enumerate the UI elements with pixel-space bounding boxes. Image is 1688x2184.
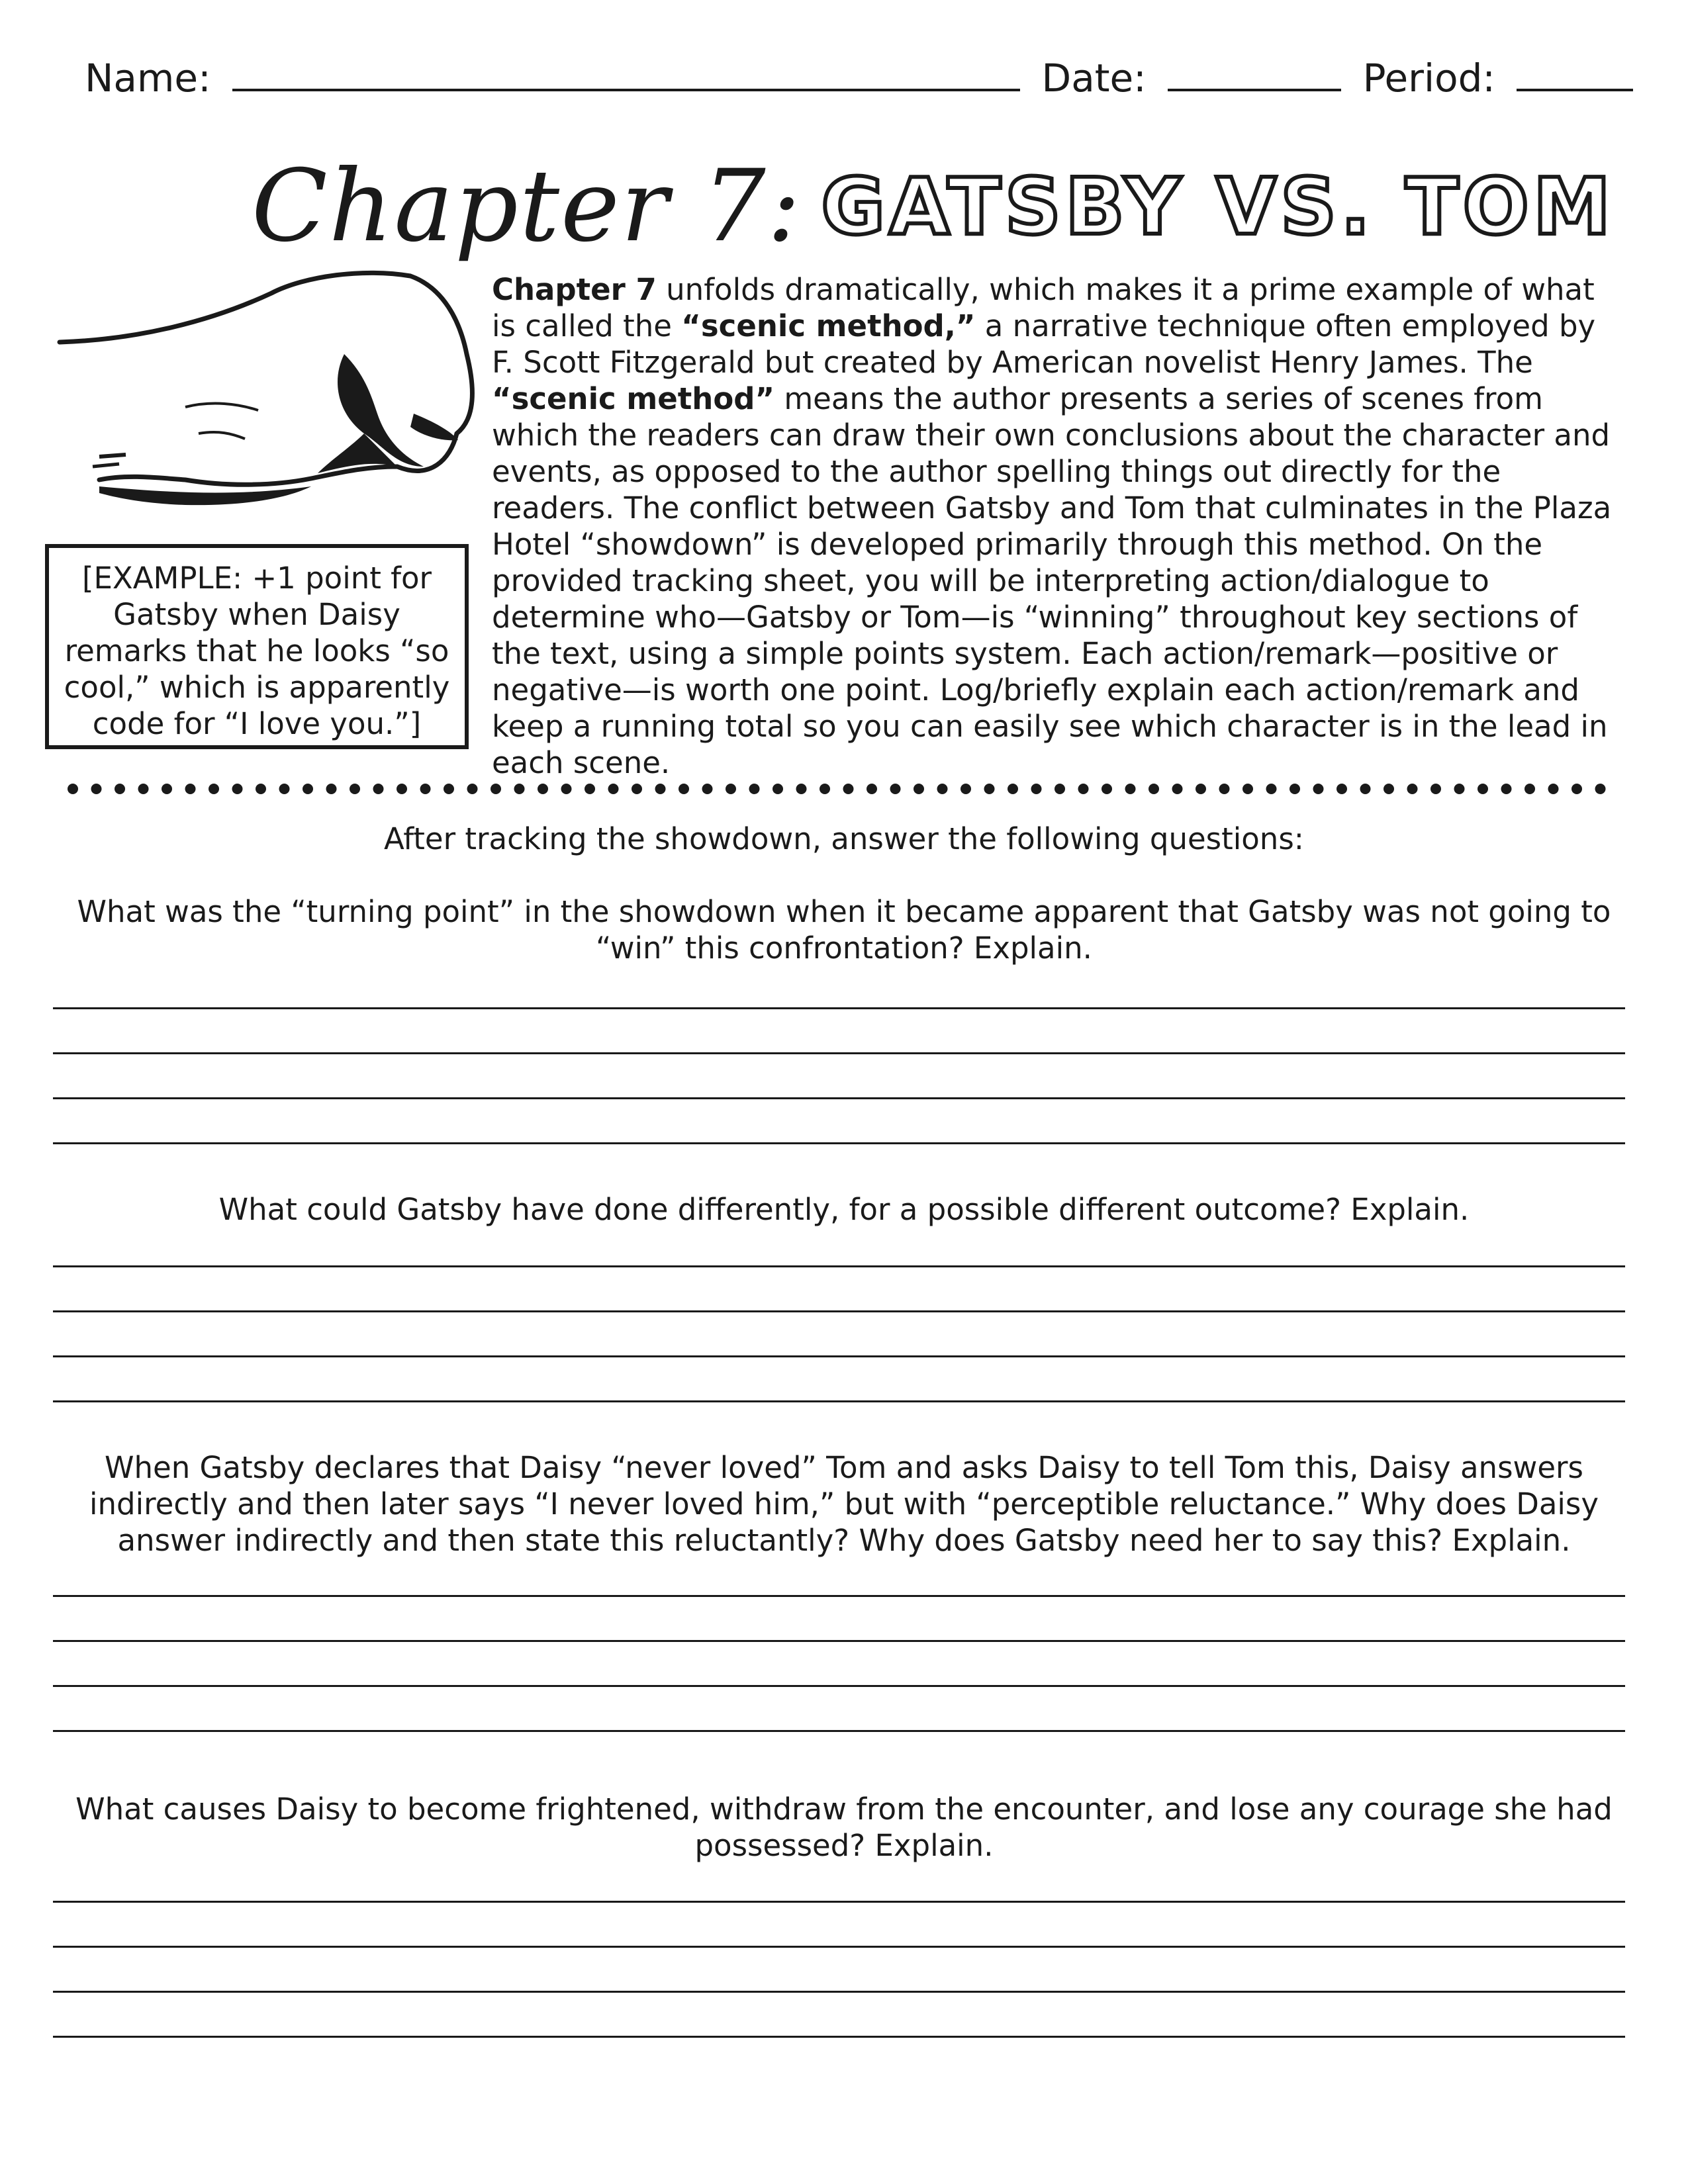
answer-line[interactable]	[53, 1730, 1625, 1732]
divider-dot	[655, 784, 666, 794]
divider-dot	[185, 784, 196, 794]
divider-dot	[867, 784, 877, 794]
divider-dot	[1313, 784, 1324, 794]
divider-dot	[1360, 784, 1371, 794]
dotted-divider	[66, 781, 1622, 797]
intro-bold-scenic-1: “scenic method,”	[681, 308, 976, 343]
instructions-text: After tracking the showdown, answer the following questions:	[384, 821, 1304, 856]
divider-dot	[937, 784, 948, 794]
answer-line[interactable]	[53, 1007, 1625, 1009]
divider-dot	[914, 784, 924, 794]
answer-line[interactable]	[53, 1595, 1625, 1597]
divider-dot	[1407, 784, 1418, 794]
divider-dot	[820, 784, 830, 794]
answer-line[interactable]	[53, 1400, 1625, 1402]
divider-dot	[1266, 784, 1277, 794]
answer-line[interactable]	[53, 1640, 1625, 1642]
divider-dot	[1243, 784, 1253, 794]
divider-dot	[1219, 784, 1230, 794]
intro-paragraph	[492, 271, 1617, 780]
name-label: Name:	[85, 56, 211, 101]
period-field[interactable]	[1517, 52, 1633, 91]
question-3: When Gatsby declares that Daisy “never loved” Tom and asks Daisy to tell Tom this, Daisy answers indirectly and then later says “I never loved him,” but with “perceptible reluctance.” Why does Daisy answer indirectly and then state this reluctantly? Why does Gatsby need her to say this? Explain.	[89, 1450, 1599, 1558]
divider-dot	[162, 784, 172, 794]
divider-dot	[984, 784, 995, 794]
divider-dot	[1524, 784, 1535, 794]
divider-dot	[397, 784, 407, 794]
question-1: What was the “turning point” in the showdown when it became apparent that Gatsby was not going to “win” this confrontation? Explain.	[77, 894, 1611, 966]
divider-dot	[138, 784, 149, 794]
answer-line[interactable]	[53, 1901, 1625, 1903]
divider-dot	[538, 784, 548, 794]
divider-dot	[91, 784, 102, 794]
divider-dot	[209, 784, 219, 794]
divider-dot	[420, 784, 431, 794]
divider-dot	[561, 784, 572, 794]
divider-dot	[1383, 784, 1394, 794]
divider-dot	[279, 784, 290, 794]
page-title	[252, 149, 1615, 275]
divider-dot	[1595, 784, 1606, 794]
answer-line[interactable]	[53, 1310, 1625, 1312]
divider-dot	[585, 784, 595, 794]
divider-dot	[68, 784, 78, 794]
divider-dot	[1102, 784, 1112, 794]
answer-line[interactable]	[53, 1265, 1625, 1267]
answer-line[interactable]	[53, 1991, 1625, 1993]
divider-dot	[1548, 784, 1559, 794]
example-text: [EXAMPLE: +1 point for Gatsby when Daisy remarks that he looks “so cool,” which is apparently code for “I love you.”]	[64, 561, 450, 741]
divider-dot	[1172, 784, 1183, 794]
divider-dot	[702, 784, 713, 794]
divider-dot	[1430, 784, 1441, 794]
divider-dot	[773, 784, 783, 794]
answer-line[interactable]	[53, 1685, 1625, 1687]
answer-line[interactable]	[53, 1052, 1625, 1054]
divider-dot	[1055, 784, 1065, 794]
divider-dot	[1031, 784, 1042, 794]
divider-dot	[1196, 784, 1206, 794]
intro-bold-scenic-2: “scenic method”	[492, 381, 775, 416]
divider-dot	[632, 784, 642, 794]
answer-line[interactable]	[53, 1355, 1625, 1357]
date-label: Date:	[1041, 56, 1147, 101]
divider-dot	[256, 784, 266, 794]
divider-dot	[1454, 784, 1465, 794]
divider-dot	[303, 784, 313, 794]
intro-text-2: a narrative technique often employed by F. Scott Fitzgerald but created by American novelist Henry James. The	[492, 308, 1596, 380]
divider-dot	[514, 784, 525, 794]
divider-dot	[679, 784, 689, 794]
divider-dot	[115, 784, 125, 794]
intro-bold-chapter: Chapter 7	[492, 272, 657, 307]
divider-dot	[1078, 784, 1089, 794]
period-label: Period:	[1362, 56, 1495, 101]
divider-dot	[232, 784, 243, 794]
example-box	[45, 544, 469, 749]
question-2: What could Gatsby have done differently, for a possible different outcome? Explain.	[218, 1192, 1470, 1227]
divider-dot	[326, 784, 337, 794]
divider-dot	[491, 784, 501, 794]
divider-dot	[1477, 784, 1488, 794]
date-field[interactable]	[1168, 52, 1341, 91]
divider-dot	[961, 784, 971, 794]
divider-dot	[1501, 784, 1512, 794]
divider-dot	[608, 784, 619, 794]
question-4: What causes Daisy to become frightened, withdraw from the encounter, and lose any courage she had possessed? Explain.	[75, 1792, 1613, 1863]
divider-dot	[1571, 784, 1582, 794]
answer-line[interactable]	[53, 1946, 1625, 1948]
title-chapter: Chapter 7:	[252, 149, 802, 264]
divider-dot	[1289, 784, 1300, 794]
divider-dot	[1125, 784, 1136, 794]
divider-dot	[1336, 784, 1347, 794]
name-field[interactable]	[232, 52, 1020, 91]
intro-text-1: unfolds dramatically, which makes it a prime example of what is called the	[492, 272, 1595, 343]
student-info-header	[85, 52, 1607, 105]
divider-dot	[843, 784, 854, 794]
answer-line[interactable]	[53, 1142, 1625, 1144]
answer-line[interactable]	[53, 1097, 1625, 1099]
divider-dot	[467, 784, 478, 794]
title-matchup: GATSBY VS. TOM	[821, 161, 1615, 252]
divider-dot	[749, 784, 760, 794]
divider-dot	[890, 784, 901, 794]
divider-dot	[726, 784, 736, 794]
answer-line[interactable]	[53, 2036, 1625, 2038]
divider-dot	[1149, 784, 1159, 794]
divider-dot	[1008, 784, 1018, 794]
fist-icon	[53, 268, 477, 526]
intro-text-3: means the author presents a series of scenes from which the readers can draw their own conclusions about the character and events, as opposed to the author spelling things out directly for the readers. The conflict between Gatsby and Tom that culminates in the Plaza Hotel “showdown” is developed primarily through this method. On the provided tracking sheet, you will be interpreting action/dialogue to determine who—Gatsby or Tom—is “winning” throughout key sections of the text, using a simple points system. Each action/remark—positive or negative—is worth one point. Log/briefly explain each action/remark and keep a running total so you can easily see which character is in the lead in each scene.	[492, 381, 1612, 780]
divider-dot	[373, 784, 384, 794]
divider-dot	[350, 784, 360, 794]
divider-dot	[444, 784, 454, 794]
divider-dot	[796, 784, 807, 794]
